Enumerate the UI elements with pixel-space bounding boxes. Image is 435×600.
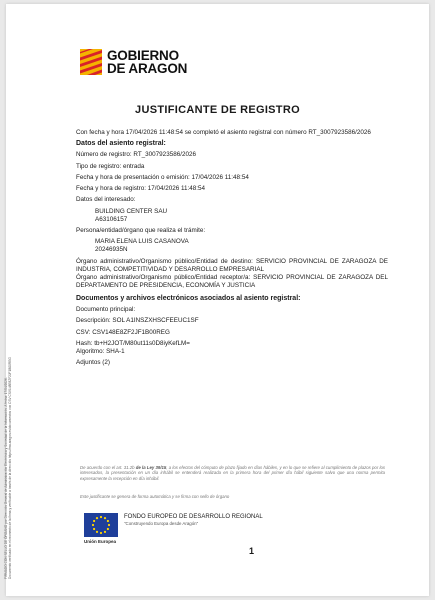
documents-heading: Documentos y archivos electrónicos asociados al asiento registral:	[76, 294, 301, 302]
eu-flag-icon	[84, 513, 118, 537]
document-hash: Hash: tb+H2JOT/M80ut11s0D8iyKefLM=	[76, 339, 190, 347]
logo-line-2: DE ARAGON	[107, 61, 188, 76]
document-body	[76, 129, 388, 367]
gobierno-aragon-logo	[80, 49, 187, 75]
eu-caption: Unión Europea	[84, 539, 117, 544]
registry-number: Número de registro: RT_3007923586/2026	[76, 151, 196, 159]
attachments-count: Adjuntos (2)	[76, 359, 110, 367]
legal-notice	[80, 465, 385, 481]
fund-subtitle: "Construyendo Europa desde Aragón"	[124, 521, 199, 526]
document-page	[6, 4, 429, 596]
receiver-organ: Órgano administrativo/Organismo público/Entidad receptor/a: SERVICIO PROVINCIAL DE ZARAGOZA DEL DEPARTAMENTO DE PRESIDENCIA, ECONOMÍA Y JUSTICIA	[76, 273, 388, 289]
actor-id: 20246935N	[95, 246, 128, 254]
fund-title: FONDO EUROPEO DE DESARROLLO REGIONAL	[124, 514, 263, 520]
document-csv: CSV: CSV148E8ZF2JF1B00REG	[76, 328, 170, 336]
interested-name: BUILDING CENTER SAU	[95, 207, 168, 215]
document-algorithm: Algoritmo: SHA-1	[76, 347, 125, 355]
document-title: JUSTIFICANTE DE REGISTRO	[135, 104, 300, 116]
destination-organ: Órgano administrativo/Organismo público/Entidad de destino: SERVICIO PROVINCIAL DE ZARAGOZA DE INDUSTRIA, COMPETITIVIDAD Y DESARROLLO EMPRESARIAL	[76, 257, 388, 273]
main-document-label: Documento principal:	[76, 305, 136, 313]
registry-type: Tipo de registro: entrada	[76, 162, 145, 170]
legal-after-law: , a los efectos del cómputo de plazo fijado en días hábiles, y en lo que se refiere al cumplimiento de plazos por los interesados, la presentación en un día inhábil se entenderá realizada en la primera hora del primer día hábil siguiente salvo que una norma permita expresamente la recepción en día inhábil.	[80, 465, 386, 481]
erdf-fund-block	[124, 514, 263, 526]
actor-name: MARIA ELENA LUIS CASANOVA	[95, 238, 189, 246]
document-description: Descripción: SOL A1INSZXHSCFEEUC1SF	[76, 317, 199, 325]
legal-before-law: De acuerdo con el art. 31.2b	[80, 465, 136, 470]
registry-heading: Datos del asiento registral:	[76, 140, 166, 147]
signature-line-1: FIRMADO CON SELLO DE ÓRGANO por Dirección General de Administración Electrónica y Sociedad de la Información. A fecha: 17/04/2026.	[4, 377, 8, 579]
registry-presented: Fecha y hora de presentación o emisión: 17/04/2026 11:48:54	[76, 173, 249, 181]
registry-registered: Fecha y hora de registro: 17/04/2026 11:48:54	[76, 185, 206, 193]
interested-id: A63106157	[95, 215, 128, 223]
page-number: 1	[249, 546, 255, 556]
auto-signature-notice: Este justificante se genera de forma automática y se firma con sello de órgano	[80, 494, 230, 499]
intro-paragraph: Con fecha y hora 17/04/2026 11:48:54 se completó el asiento registral con número RT_3007923586/2026	[76, 129, 371, 136]
actor-label: Persona/entidad/órgano que realiza el trámite:	[76, 227, 206, 235]
aragon-bars-icon	[80, 49, 102, 75]
interested-label: Datos del interesado:	[76, 196, 136, 204]
signature-sidebar	[4, 249, 12, 579]
legal-law: de la Ley 39/15	[135, 465, 167, 470]
logo-line-1: GOBIERNO	[107, 48, 179, 63]
signature-line-2: Documento verificado en el momento de la firma y verificable a través de la dirección https://ma.aragon.es/documentos con CSV CSV148E8ZF2JF1B00REG	[8, 357, 12, 579]
